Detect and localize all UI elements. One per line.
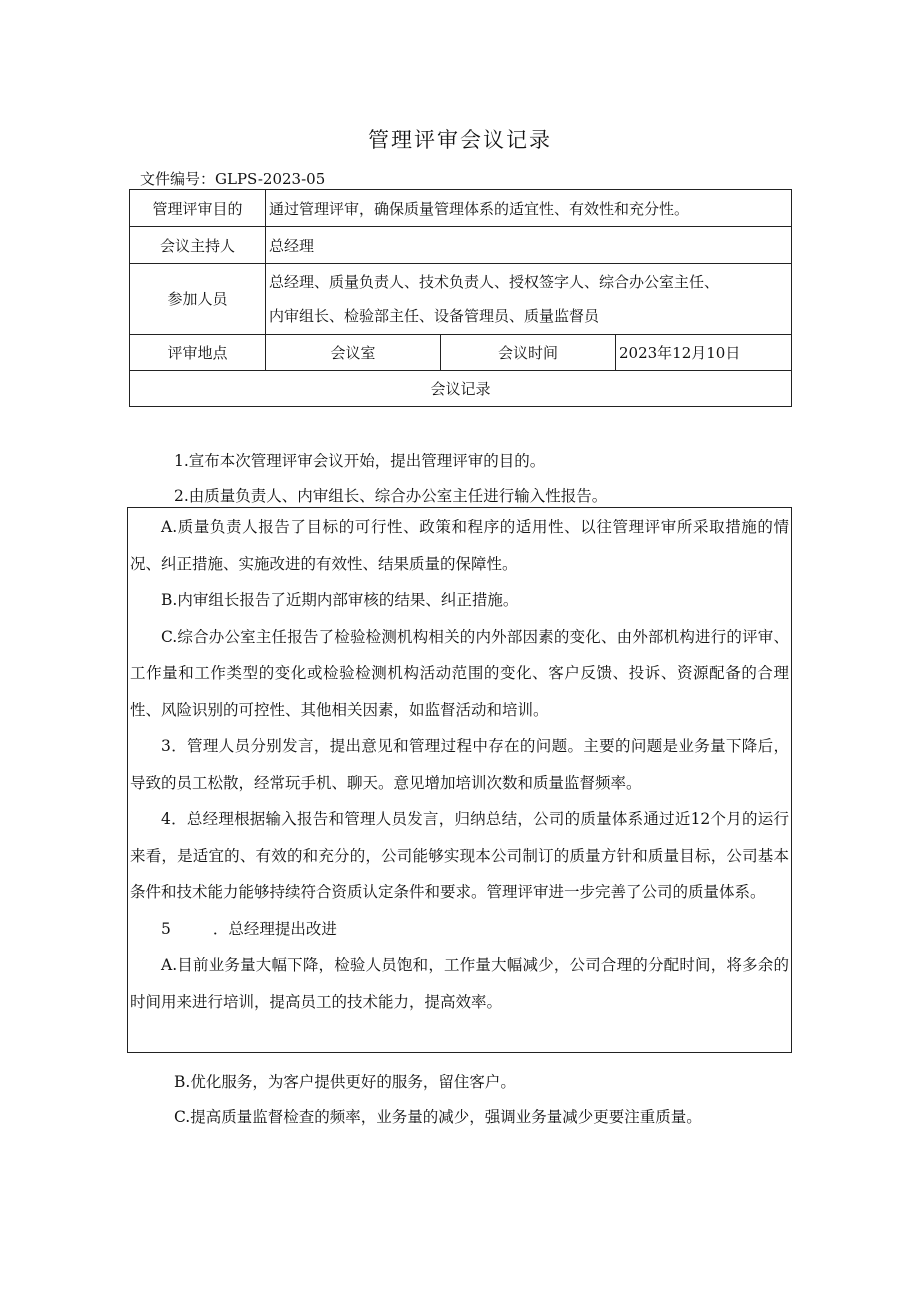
host-value: 总经理 [266,227,792,264]
item-5-number: 5 [161,919,171,938]
record-label: 会议记录 [130,371,792,407]
attendees-label: 参加人员 [130,264,266,335]
attendees-line: 总经理、质量负责人、技术负责人、授权签字人、综合办公室主任、 [269,273,720,291]
document-number: 文件编号：GLPS-2023-05 [140,170,326,188]
table-row [130,227,792,264]
purpose-label: 管理评审目的 [130,190,266,227]
page-title: 管理评审会议记录 [368,128,552,152]
item-5 [130,911,789,948]
time-value: 2023年12月10日 [616,335,792,371]
location-value: 会议室 [266,335,441,371]
table-row [130,335,792,371]
item-5b: B.优化服务，为客户提供更好的服务，留住客户。 [174,1073,516,1091]
purpose-value: 通过管理评审，确保质量管理体系的适宜性、有效性和充分性。 [266,190,792,227]
item-1: 1.宣布本次管理评审会议开始，提出管理评审的目的。 [174,452,546,470]
location-label: 评审地点 [130,335,266,371]
meeting-info-table [129,189,792,407]
attendees-line: 内审组长、检验部主任、设备管理员、质量监督员 [269,307,600,325]
item-2c: C.综合办公室主任报告了检验检测机构相关的内外部因素的变化、由外部机构进行的评审、工作量和工作类型的变化或检验检测机构活动范围的变化、客户反馈、投诉、资源配备的合理性、风险识别的可控性、其他相关因素，如监督活动和培训。 [130,627,789,719]
host-label: 会议主持人 [130,227,266,264]
attendees-value [266,264,792,335]
item-2a: A.质量负责人报告了目标的可行性、政策和程序的适用性、以往管理评审所采取措施的情况、纠正措施、实施改进的有效性、结果质量的保障性。 [130,518,789,573]
item-5a: A.目前业务量大幅下降，检验人员饱和，工作量大幅减少，公司合理的分配时间，将多余的时间用来进行培训，提高员工的技术能力，提高效率。 [130,956,789,1011]
time-label: 会议时间 [441,335,616,371]
table-row [130,371,792,407]
item-5c: C.提高质量监督检查的频率，业务量的减少，强调业务量减少更要注重质量。 [174,1108,702,1126]
table-row [130,264,792,335]
item-3: 3．管理人员分别发言，提出意见和管理过程中存在的问题。主要的问题是业务量下降后，导致的员工松散，经常玩手机、聊天。意见增加培训次数和质量监督频率。 [130,737,789,792]
item-2b: B.内审组长报告了近期内部审核的结果、纠正措施。 [161,591,519,609]
item-5-text: ．总经理提出改进 [212,919,337,938]
table-row [130,190,792,227]
item-4: 4．总经理根据输入报告和管理人员发言，归纳总结，公司的质量体系通过近12个月的运行来看，是适宜的、有效的和充分的，公司能够实现本公司制订的质量方针和质量目标，公司基本条件和技术能力能够持续符合资质认定条件和要求。管理评审进一步完善了公司的质量体系。 [130,810,789,901]
item-2: 2.由质量负责人、内审组长、综合办公室主任进行输入性报告。 [174,487,608,505]
report-box [127,507,792,1053]
